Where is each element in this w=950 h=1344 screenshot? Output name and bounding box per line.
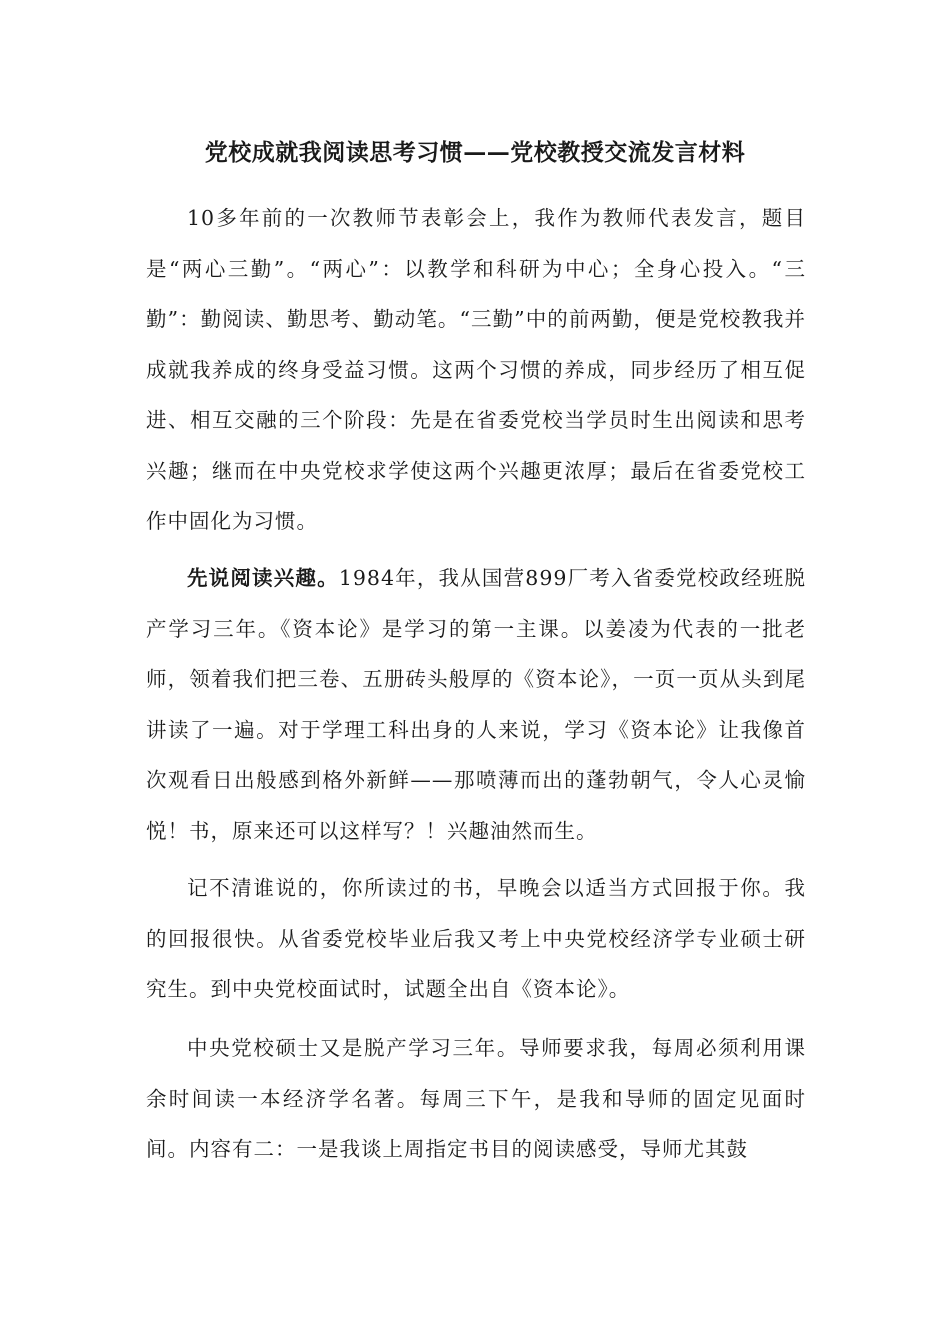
paragraph-2 <box>146 553 806 856</box>
paragraph-2-text: 1984年，我从国营899厂考入省委党校政经班脱产学习三年。《资本论》是学习的第一主课。以姜凌为代表的一批老师，领着我们把三卷、五册砖头般厚的《资本论》，一页一页从头到尾讲读了一遍。对于学理工科出身的人来说，学习《资本论》让我像首次观看日出般感到格外新鲜——那喷薄而出的蓬勃朝气，令人心灵愉悦！书，原来还可以这样写？！兴趣油然而生。 <box>146 566 806 843</box>
paragraph-1-text: 10多年前的一次教师节表彰会上，我作为教师代表发言，题目是“两心三勤”。“两心”：以教学和科研为中心；全身心投入。“三勤”：勤阅读、勤思考、勤动笔。“三勤”中的前两勤，便是党校教我并成就我养成的终身受益习惯。这两个习惯的养成，同步经历了相互促进、相互交融的三个阶段：先是在省委党校当学员时生出阅读和思考兴趣；继而在中央党校求学使这两个兴趣更浓厚；最后在省委党校工作中固化为习惯。 <box>146 206 806 533</box>
paragraph-3-text: 记不清谁说的，你所读过的书，早晚会以适当方式回报于你。我的回报很快。从省委党校毕业后我又考上中央党校经济学专业硕士研究生。到中央党校面试时，试题全出自《资本论》。 <box>146 876 806 1001</box>
document-title: 党校成就我阅读思考习惯——党校教授交流发言材料 <box>204 139 746 166</box>
paragraph-4-text: 中央党校硕士又是脱产学习三年。导师要求我，每周必须利用课余时间读一本经济学名著。每周三下午，是我和导师的固定见面时间。内容有二：一是我谈上周指定书目的阅读感受，导师尤其鼓 <box>146 1036 806 1161</box>
paragraph-4 <box>146 1023 806 1175</box>
paragraph-1 <box>146 193 806 547</box>
paragraph-2-lead: 先说阅读兴趣。 <box>187 566 339 590</box>
paragraph-3 <box>146 863 806 1015</box>
